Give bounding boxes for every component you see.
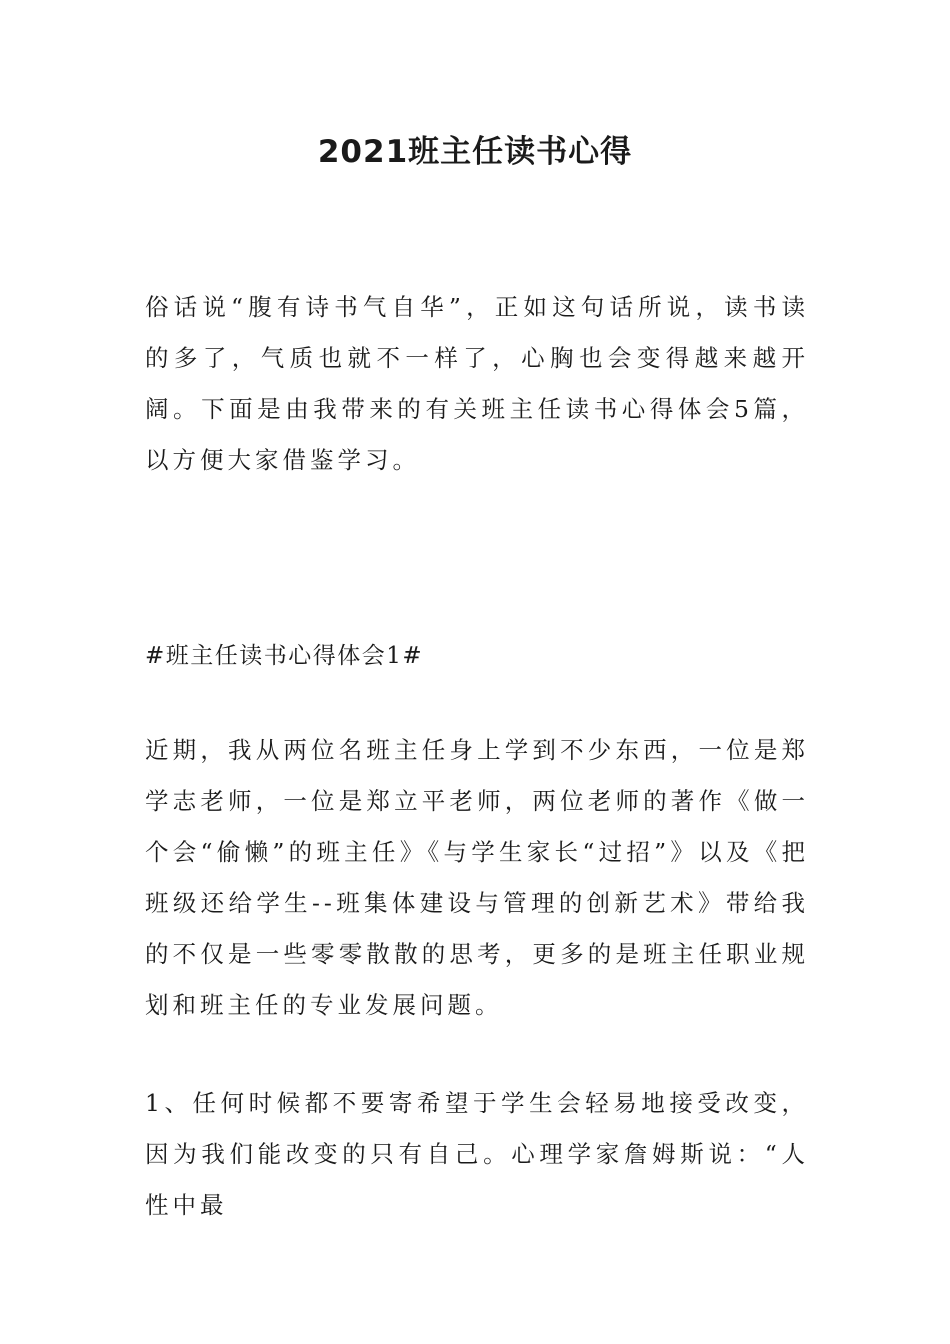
body-paragraph-2: 1、任何时候都不要寄希望于学生会轻易地接受改变，因为我们能改变的只有自己。心理学家詹姆斯说：“人性中最 bbox=[145, 1089, 809, 1219]
section-heading: #班主任读书心得体会1# bbox=[145, 643, 424, 669]
body-paragraph-1: 近期，我从两位名班主任身上学到不少东西，一位是郑学志老师，一位是郑立平老师，两位老师的著作《做一个会“偷懒”的班主任》《与学生家长“过招”》以及《把班级还给学生--班集体建设与管理的创新艺术》带给我的不仅是一些零零散散的思考，更多的是班主任职业规划和班主任的专业发展问题。 bbox=[145, 736, 809, 1019]
intro-paragraph: 俗话说“腹有诗书气自华”，正如这句话所说，读书读的多了，气质也就不一样了，心胸也会变得越来越开阔。下面是由我带来的有关班主任读书心得体会5篇，以方便大家借鉴学习。 bbox=[145, 293, 809, 474]
document-title: 2021班主任读书心得 bbox=[317, 134, 633, 170]
